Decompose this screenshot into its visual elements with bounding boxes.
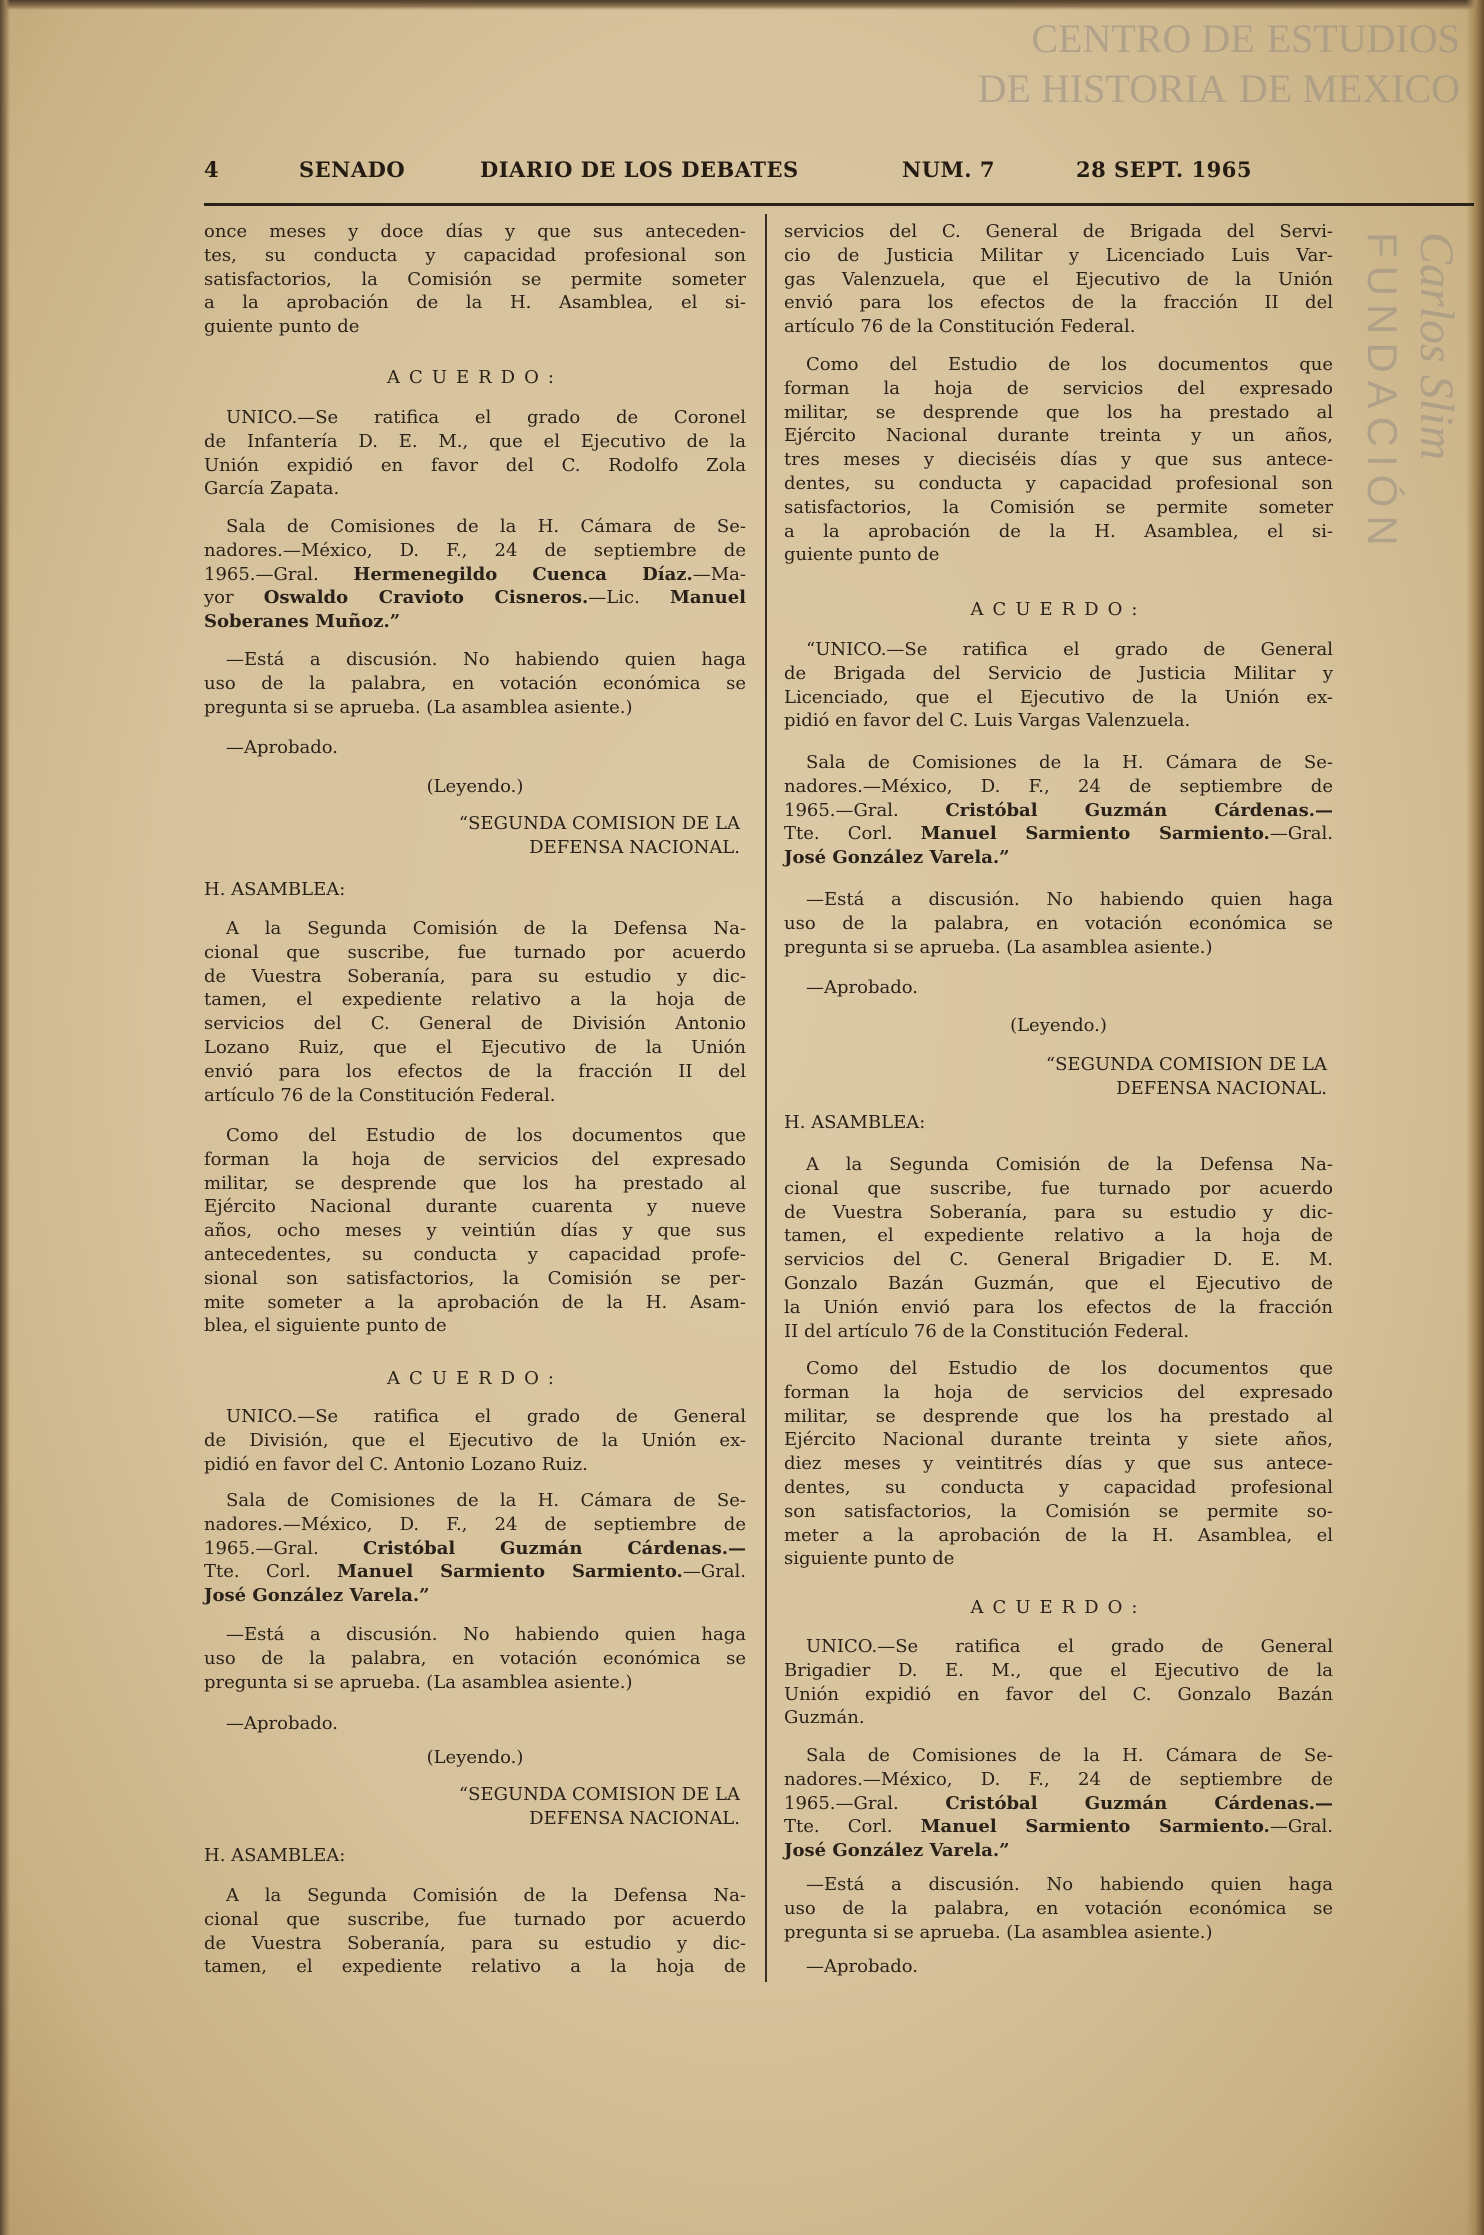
text-line: Ejército Nacional durante treinta y un años, [784,425,1333,447]
text-line: García Zapata. [204,478,340,500]
text-line: cional que suscribe, fue turnado por acuerdo [204,941,746,963]
publication-title: DIARIO DE LOS DEBATES [480,157,799,182]
text-line: Sala de Comisiones de la H. Cámara de Se- [226,1490,746,1511]
text-line: guiente punto de [784,544,940,566]
commission-title [204,1783,746,1831]
text-line: DEFENSA NACIONAL. [1116,1077,1327,1099]
text-line: pregunta si se aprueba. (La asamblea asiente.) [204,1671,633,1693]
text-segment: Tte. Corl. [204,1561,338,1583]
paragraph [784,1635,1333,1730]
text-line: UNICO.—Se ratifica el grado de General [226,1406,746,1427]
paragraph [784,1153,1333,1343]
acuerdo-heading [784,598,1333,622]
page-edge-right [1466,0,1484,2235]
text-line: diez meses y veintitrés días y que sus antece- [784,1453,1333,1475]
text-line: nadores.—México, D. F., 24 de septiembre de [204,539,746,561]
paragraph [784,751,1333,870]
text-line: ACUERDO: [970,599,1147,620]
signatory-name: Manuel Sarmiento Sarmiento. [337,1561,683,1583]
paragraph [204,1124,746,1338]
paragraph [784,976,1333,1000]
text-line: cional que suscribe, fue turnado por acuerdo [784,1177,1333,1199]
signatory-name: Soberanes Muñoz.” [204,611,401,633]
text-segment: —Ma- [692,563,746,585]
watermark-line: ESTUDIOS [1266,16,1460,61]
text-line: nadores.—México, D. F., 24 de septiembre de [784,775,1333,797]
text-line [784,822,1333,846]
paragraph [204,917,746,1107]
signatory-name: Manuel [669,587,746,609]
text-line: pregunta si se aprueba. (La asamblea asiente.) [784,1921,1213,1943]
text-line: “SEGUNDA COMISION DE LA [1045,1054,1327,1075]
text-line: tamen, el expediente relativo a la hoja de [204,989,746,1011]
text-line: —Está a discusión. No habiendo quien haga [226,1624,746,1645]
text-segment: 1965.—Gral. [784,1792,946,1814]
page-edge-top [0,0,1484,10]
text-line: H. ASAMBLEA: [784,1112,926,1133]
text-line: pregunta si se aprueba. (La asamblea asiente.) [784,936,1213,958]
text-line: DEFENSA NACIONAL. [529,836,740,858]
leyendo-note [204,775,746,799]
leyendo-note [204,1746,746,1770]
text-line: once meses y doce días y que sus anteceden- [204,221,746,242]
text-line: tres meses y dieciséis días y que sus antece- [784,449,1333,471]
text-line: H. ASAMBLEA: [204,879,346,900]
text-line: forman la hoja de servicios del expresado [204,1148,746,1170]
paragraph [204,1405,746,1476]
paragraph [204,1884,746,1979]
paragraph [784,1357,1333,1571]
text-line: envió para los efectos de la fracción II del [204,1060,746,1082]
text-line: envió para los efectos de la fracción II del [784,292,1333,314]
watermark-centro-estudios [860,14,1460,114]
text-line: uso de la palabra, en votación económica se [784,912,1333,934]
text-segment: 1965.—Gral. [784,799,946,821]
signatory-name: José González Varela.” [204,1585,430,1607]
text-line: (Leyendo.) [1010,1015,1107,1036]
text-line: dentes, su conducta y capacidad profesional son [784,472,1333,494]
page-edge-left [0,0,10,2235]
text-line: antecedentes, su conducta y capacidad profe- [204,1243,746,1265]
address-heading [204,1844,746,1868]
signatory-name: Oswaldo Cravioto Cisneros. [263,587,589,609]
text-line: DEFENSA NACIONAL. [529,1807,740,1829]
text-line: —Está a discusión. No habiendo quien haga [806,889,1333,910]
watermark-line: CENTRO DE [1031,16,1255,61]
text-line: tamen, el expediente relativo a la hoja de [204,1956,746,1978]
text-line: sional son satisfactorios, la Comisión se per- [204,1267,746,1289]
text-line: Sala de Comisiones de la H. Cámara de Se- [806,752,1333,773]
chamber-name: SENADO [299,157,406,182]
paragraph [784,1955,1333,1979]
paragraph [784,220,1333,339]
text-line: años, ocho meses y veintiún días y que sus [204,1220,746,1242]
text-line: pidió en favor del C. Luis Vargas Valenzuela. [784,710,1191,732]
text-line: gas Valenzuela, que el Ejecutivo de la Unión [784,268,1333,290]
text-line: pidió en favor del C. Antonio Lozano Ruiz. [204,1453,588,1475]
text-line: ACUERDO: [387,367,563,388]
text-line: Como del Estudio de los documentos que [226,1125,746,1146]
text-line: Sala de Comisiones de la H. Cámara de Se- [226,516,746,537]
paragraph [204,1489,746,1608]
text-segment: Tte. Corl. [784,1816,921,1838]
text-line: satisfactorios, la Comisión se permite someter [784,496,1333,518]
text-line: uso de la palabra, en votación económica se [204,672,746,694]
text-line: cio de Justicia Militar y Licenciado Luis Var- [784,244,1333,266]
text-line: de Brigada del Servicio de Justicia Militar y [784,662,1333,684]
signatory-name: José González Varela.” [784,1840,1010,1862]
paragraph [784,1744,1333,1863]
address-heading [204,878,746,902]
text-line: a la aprobación de la H. Asamblea, el si- [784,520,1333,542]
text-line [204,1584,746,1608]
text-line: A la Segunda Comisión de la Defensa Na- [226,1885,746,1906]
signatory-name: Hermenegildo Cuenca Díaz. [353,563,693,585]
text-line: tamen, el expediente relativo a la hoja de [784,1225,1333,1247]
text-line: de Infantería D. E. M., que el Ejecutivo de la [204,430,746,452]
text-line: militar, se desprende que los ha prestado al [784,401,1333,423]
paragraph [204,1623,746,1694]
watermark-row [860,14,1460,64]
text-segment: yor [204,587,264,609]
issue-date: 28 SEPT. 1965 [1076,157,1252,182]
text-line [784,1839,1333,1863]
text-line: “SEGUNDA COMISION DE LA [458,1784,740,1805]
text-line: A la Segunda Comisión de la Defensa Na- [226,918,746,939]
text-line: uso de la palabra, en votación económica se [784,1897,1333,1919]
text-line: —Aprobado. [226,1713,338,1734]
text-segment: —Gral. [1269,823,1334,845]
text-line: nadores.—México, D. F., 24 de septiembre de [784,1768,1333,1790]
text-line: Como del Estudio de los documentos que [806,354,1333,375]
text-line: servicios del C. General Brigadier D. E. M. [784,1249,1333,1271]
text-line: siguiente punto de [784,1548,955,1570]
text-line [784,1815,1333,1839]
text-line: H. ASAMBLEA: [204,1845,346,1866]
paragraph [784,353,1333,567]
text-line: ACUERDO: [387,1368,563,1389]
text-segment: 1965.—Gral. [204,1537,364,1559]
text-line: II del artículo 76 de la Constitución Federal. [784,1320,1190,1342]
text-line: Ejército Nacional durante cuarenta y nueve [204,1196,746,1218]
text-line [784,1792,1333,1816]
text-line: militar, se desprende que los ha prestado al [204,1172,746,1194]
text-line: uso de la palabra, en votación económica se [204,1647,746,1669]
text-line: Lozano Ruiz, que el Ejecutivo de la Unión [204,1036,746,1058]
text-line: (Leyendo.) [426,776,524,797]
commission-title [784,1053,1333,1101]
text-segment: —Gral. [1269,1816,1334,1838]
paragraph [784,888,1333,959]
text-line: de Vuestra Soberanía, para su estudio y dic- [784,1201,1333,1223]
text-line: de Vuestra Soberanía, para su estudio y dic- [204,965,746,987]
text-segment: —Lic. [588,587,670,609]
text-line [784,799,1333,823]
text-line: tes, su conducta y capacidad profesional son [204,244,746,266]
text-line: UNICO.—Se ratifica el grado de Coronel [226,407,746,428]
text-line: de División, que el Ejecutivo de la Unión ex- [204,1429,746,1451]
text-line: “UNICO.—Se ratifica el grado de General [806,639,1333,660]
text-line [784,846,1333,870]
text-line: UNICO.—Se ratifica el grado de General [806,1636,1333,1657]
text-line: Ejército Nacional durante treinta y siete años, [784,1429,1333,1451]
text-line: militar, se desprende que los ha prestado al [784,1405,1333,1427]
text-line: pregunta si se aprueba. (La asamblea asiente.) [204,696,633,718]
text-line: son satisfactorios, la Comisión se permite so- [784,1500,1333,1522]
text-line: dentes, su conducta y capacidad profesional [784,1476,1333,1498]
text-line: Guzmán. [784,1707,865,1729]
text-line: la Unión envió para los efectos de la fracción [784,1296,1333,1318]
text-line: nadores.—México, D. F., 24 de septiembre de [204,1513,746,1535]
text-line: —Aprobado. [806,1956,918,1977]
text-line [204,563,746,587]
text-line: cional que suscribe, fue turnado por acuerdo [204,1908,746,1930]
paragraph [784,1873,1333,1944]
text-line: ACUERDO: [970,1597,1147,1618]
text-line: de Vuestra Soberanía, para su estudio y dic- [204,1932,746,1954]
text-line: artículo 76 de la Constitución Federal. [784,316,1136,338]
paragraph [784,638,1333,733]
text-line: —Está a discusión. No habiendo quien haga [806,1874,1333,1895]
text-line: Sala de Comisiones de la H. Cámara de Se- [806,1745,1333,1766]
commission-title [204,812,746,860]
text-line: Como del Estudio de los documentos que [806,1358,1333,1379]
text-line: Unión expidió en favor del C. Rodolfo Zola [204,454,746,476]
address-heading [784,1111,1333,1135]
paragraph [204,406,746,501]
text-segment: Tte. Corl. [784,823,921,845]
text-line: —Aprobado. [806,977,918,998]
paragraph [204,1712,746,1736]
text-line: artículo 76 de la Constitución Federal. [204,1084,556,1106]
leyendo-note [784,1014,1333,1038]
text-line: servicios del C. General de Brigada del Servi- [784,221,1333,242]
text-line: forman la hoja de servicios del expresado [784,377,1333,399]
text-line: servicios del C. General de División Antonio [204,1013,746,1035]
watermark-line: DE HISTORIA [977,66,1227,111]
signatory-name: José González Varela.” [784,847,1010,869]
signatory-name: Cristóbal Guzmán Cárdenas.— [363,1537,746,1559]
acuerdo-heading [784,1596,1333,1620]
watermark-line: DE MEXICO [1238,66,1460,111]
acuerdo-heading [204,1367,746,1391]
paragraph [204,515,746,634]
text-line: —Está a discusión. No habiendo quien haga [226,649,746,670]
text-line: “SEGUNDA COMISION DE LA [458,813,740,834]
text-segment: —Gral. [682,1561,747,1583]
text-line: Licenciado, que el Ejecutivo de la Unión ex- [784,686,1333,708]
watermark-fundacion: FUNDACIÓN [1359,232,1406,554]
text-line: forman la hoja de servicios del expresado [784,1381,1333,1403]
page-number: 4 [204,157,220,182]
text-segment: 1965.—Gral. [204,563,354,585]
text-line [204,1537,746,1561]
signatory-name: Manuel Sarmiento Sarmiento. [920,823,1270,845]
text-line: a la aprobación de la H. Asamblea, el si- [204,292,746,314]
text-line: Brigadier D. E. M., que el Ejecutivo de la [784,1659,1333,1681]
watermark-signature: Carlos Slim [1410,232,1463,461]
text-line [204,1560,746,1584]
text-line: mite someter a la aprobación de la H. Asam- [204,1291,746,1313]
text-line: satisfactorios, la Comisión se permite someter [204,268,746,290]
signatory-name: Manuel Sarmiento Sarmiento. [920,1816,1270,1838]
paragraph [204,648,746,719]
text-line: blea, el siguiente punto de [204,1315,447,1337]
signatory-name: Cristóbal Guzmán Cárdenas.— [945,1792,1333,1814]
watermark-row [860,64,1460,114]
text-line: A la Segunda Comisión de la Defensa Na- [806,1154,1333,1175]
paragraph [204,736,746,760]
text-line: guiente punto de [204,316,360,338]
signatory-name: Cristóbal Guzmán Cárdenas.— [945,799,1333,821]
paragraph [204,220,746,339]
header-rule [204,203,1474,206]
column-divider [765,214,767,1982]
text-line: Unión expidió en favor del C. Gonzalo Bazán [784,1683,1333,1705]
text-line: (Leyendo.) [426,1747,524,1768]
text-line: Gonzalo Bazán Guzmán, que el Ejecutivo de [784,1272,1333,1294]
acuerdo-heading [204,366,746,390]
text-line: meter a la aprobación de la H. Asamblea, el [784,1524,1333,1546]
text-line: —Aprobado. [226,737,338,758]
text-line [204,610,746,634]
text-line [204,586,746,610]
issue-number: NUM. 7 [902,157,995,182]
